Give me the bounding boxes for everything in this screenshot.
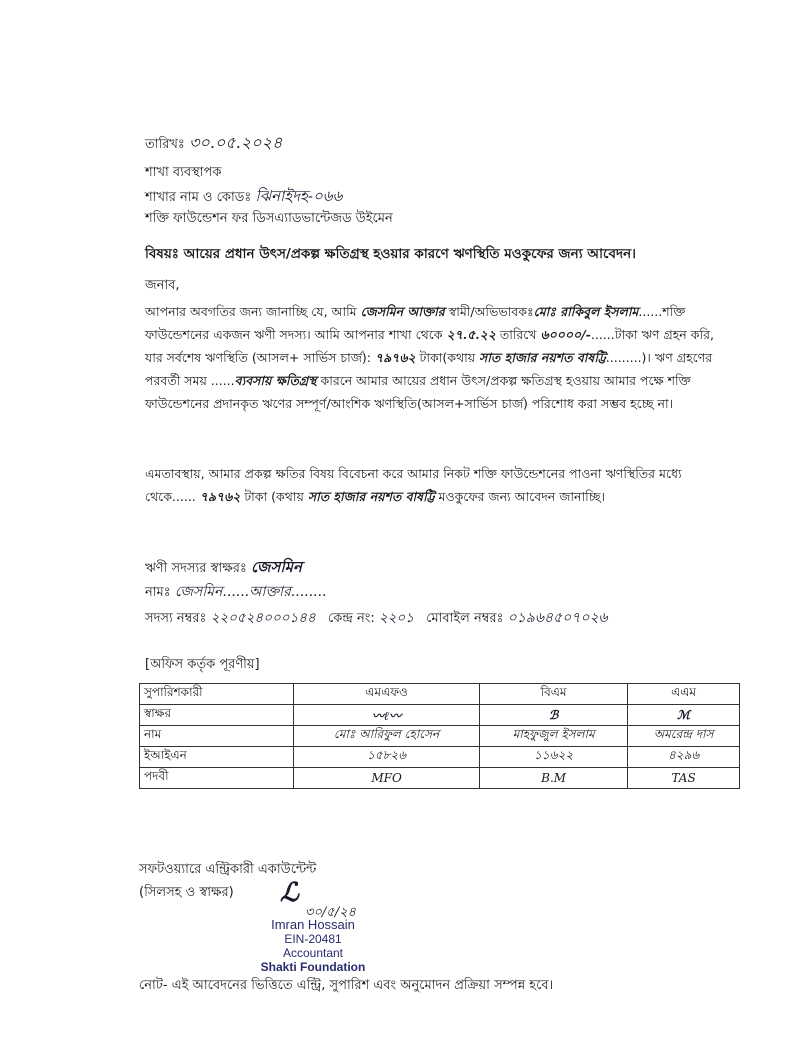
member-signature: জেসমিন <box>250 558 302 576</box>
member-name-value: জেসমিন......আক্তার........ <box>174 584 327 600</box>
member-signature-row <box>145 556 302 581</box>
p1-text: ......শক্তি ফাউন্ডেশনের একজন ঋণী সদস্য। আমি আপনার শাখা থেকে <box>145 304 686 342</box>
stamp-title: Accountant <box>282 946 344 960</box>
branch-row <box>145 185 342 210</box>
p2-text: এমতাবস্থায়, আমার প্রকল্প ক্ষতির বিষয় বিবেচনা করে আমার নিকট শক্তি ফাউন্ডেশনের পাওনা ঋণস্থিতির মধ্যে থেকে...... <box>145 466 682 504</box>
member-name-row <box>145 580 326 604</box>
recommendation-table <box>139 683 740 789</box>
row-label: পদবী <box>140 768 294 789</box>
table-row <box>140 726 740 747</box>
p1-text: ......টাকা ঋণ গ্রহন করি, যার সর্বশেষ ঋণস্থিতি (আসল+ সার্ভিস চার্জ): <box>145 327 714 365</box>
signature-mark: 〰ℓ〰 <box>294 705 480 726</box>
row-label: নাম <box>140 726 294 747</box>
table-header-cell: এএম <box>628 684 740 705</box>
center-label: কেন্দ্র নং: <box>327 611 375 626</box>
accountant-seal-note: (সিলসহ ও স্বাক্ষর) <box>139 885 234 900</box>
p2-text: টাকা (কথায় <box>240 489 308 504</box>
applicant-name-handwritten: জেসমিন আক্তার <box>360 304 445 319</box>
table-header-cell: সুপারিশকারী <box>140 684 294 705</box>
accountant-signature-mark: ℒ <box>280 878 299 908</box>
stamp-name: Imran Hossain <box>271 917 355 932</box>
table-cell: অমরেন্দ্র দাস <box>628 726 740 747</box>
table-row <box>140 768 740 789</box>
date-row <box>145 130 282 157</box>
branch-label: শাখার নাম ও কোডঃ <box>145 190 252 205</box>
member-name-label: নামঃ <box>145 585 171 600</box>
table-cell: TAS <box>628 768 740 789</box>
p1-text: কারনে আমার আয়ের প্রধান উৎস/প্রকল্প ক্ষতিগ্রস্থ হওয়ায় আমার পক্ষে শক্তি ফাউন্ডেশনের প্রদানকৃত ঋণের সম্পূর্ণ/আংশিক ঋণস্থিতি(আসল+সার্ভিস চার্জ) পরিশোধ করা সম্ভব হচ্ছে না। <box>145 373 691 411</box>
balance-handwritten: ৭৯৭৬২ <box>374 350 416 365</box>
balance-words-handwritten: সাত হাজার নয়শত বাষট্টি <box>479 350 606 365</box>
member-signature-label: ঋণী সদস্যর স্বাক্ষরঃ <box>145 561 247 576</box>
waiver-words-handwritten: সাত হাজার নয়শত বাষট্টি <box>307 489 435 504</box>
date-label: তারিখঃ <box>145 137 185 152</box>
center-value: ২২০১ <box>378 610 414 626</box>
recipient-line1: শাখা ব্যবস্থাপক <box>145 165 222 180</box>
footer-note: নোট- এই আবেদনের ভিত্তিতে এন্ট্রি, সুপারিশ এবং অনুমোদন প্রক্রিয়া সম্পন্ন হবে। <box>139 978 554 993</box>
signature-mark: ℬ <box>480 705 628 726</box>
branch-value: ঝিনাইদহ-০৬৬ <box>255 187 343 205</box>
stamp-ein: EIN-20481 <box>284 932 342 946</box>
body-paragraph-1 <box>145 300 733 415</box>
office-use-label: [অফিস কর্তৃক পূরণীয়] <box>145 657 260 672</box>
table-cell: মোঃ আরিফুল হোসেন <box>294 726 480 747</box>
table-header-row <box>140 684 740 705</box>
row-label: ইআইএন <box>140 747 294 768</box>
table-row <box>140 705 740 726</box>
row-label: স্বাক্ষর <box>140 705 294 726</box>
date-value: ৩০.০৫.২০২৪ <box>189 133 283 152</box>
p1-text: .........)। ঋণ গ্রহণের পরবর্তী সময় ...... <box>145 350 713 388</box>
loan-date-handwritten: ২৭.৫.২২ <box>446 327 496 342</box>
accountant-signature-date: ৩০/৫/২৪ <box>305 905 356 920</box>
table-row <box>140 747 740 768</box>
member-numbers-row <box>145 606 608 630</box>
table-header-cell: এমএফও <box>294 684 480 705</box>
mobile-value: ০১৯৬৪৫০৭০২৬ <box>507 610 608 626</box>
p1-text: আপনার অবগতির জন্য জানাচ্ছি যে, আমি <box>145 304 361 319</box>
mobile-label: মোবাইল নম্বরঃ <box>426 611 504 626</box>
body-paragraph-2 <box>145 462 733 508</box>
subject-line: বিষয়ঃ আয়ের প্রধান উৎস/প্রকল্প ক্ষতিগ্রস্থ হওয়ার কারণে ঋণস্থিতি মওকুফের জন্য আবেদন। <box>145 246 636 262</box>
p1-text: তারিখে <box>495 327 541 342</box>
table-header-cell: বিএম <box>480 684 628 705</box>
table-cell: MFO <box>294 768 480 789</box>
table-cell: মাহফুজুল ইসলাম <box>480 726 628 747</box>
accountant-title: সফটওয়্যারে এন্ট্রিকারী একাউন্টেন্ট <box>139 862 317 877</box>
guardian-name-handwritten: মোঃ রাকিবুল ইসলাম <box>533 304 639 319</box>
organization-name: শক্তি ফাউন্ডেশন ফর ডিসএ্যাডভান্টেজড উইমেন <box>145 211 393 226</box>
stamp-org: Shakti Foundation <box>260 960 366 974</box>
table-cell: ১১৬২২ <box>480 747 628 768</box>
signature-mark: ℳ <box>628 705 740 726</box>
waiver-amount-handwritten: ৭৯৭৬২ <box>199 489 241 504</box>
table-cell: B.M <box>480 768 628 789</box>
table-cell: ৪২৯৬ <box>628 747 740 768</box>
salutation: জনাব, <box>145 278 180 293</box>
accountant-stamp <box>248 918 378 974</box>
member-no-value: ২২০৫২৪০০০১৪৪ <box>210 610 316 626</box>
reason-handwritten: ব্যবসায় ক্ষতিগ্রস্থ <box>234 373 317 388</box>
p2-text: মওকুফের জন্য আবেদন জানাচ্ছি। <box>434 489 605 504</box>
p1-text: টাকা(কথায় <box>415 350 480 365</box>
p1-text: স্বামী/অভিভাবকঃ <box>444 304 534 319</box>
table-cell: ১৫৮২৬ <box>294 747 480 768</box>
loan-amount-handwritten: ৬০০০০/- <box>540 327 591 342</box>
member-no-label: সদস্য নম্বরঃ <box>145 611 207 626</box>
